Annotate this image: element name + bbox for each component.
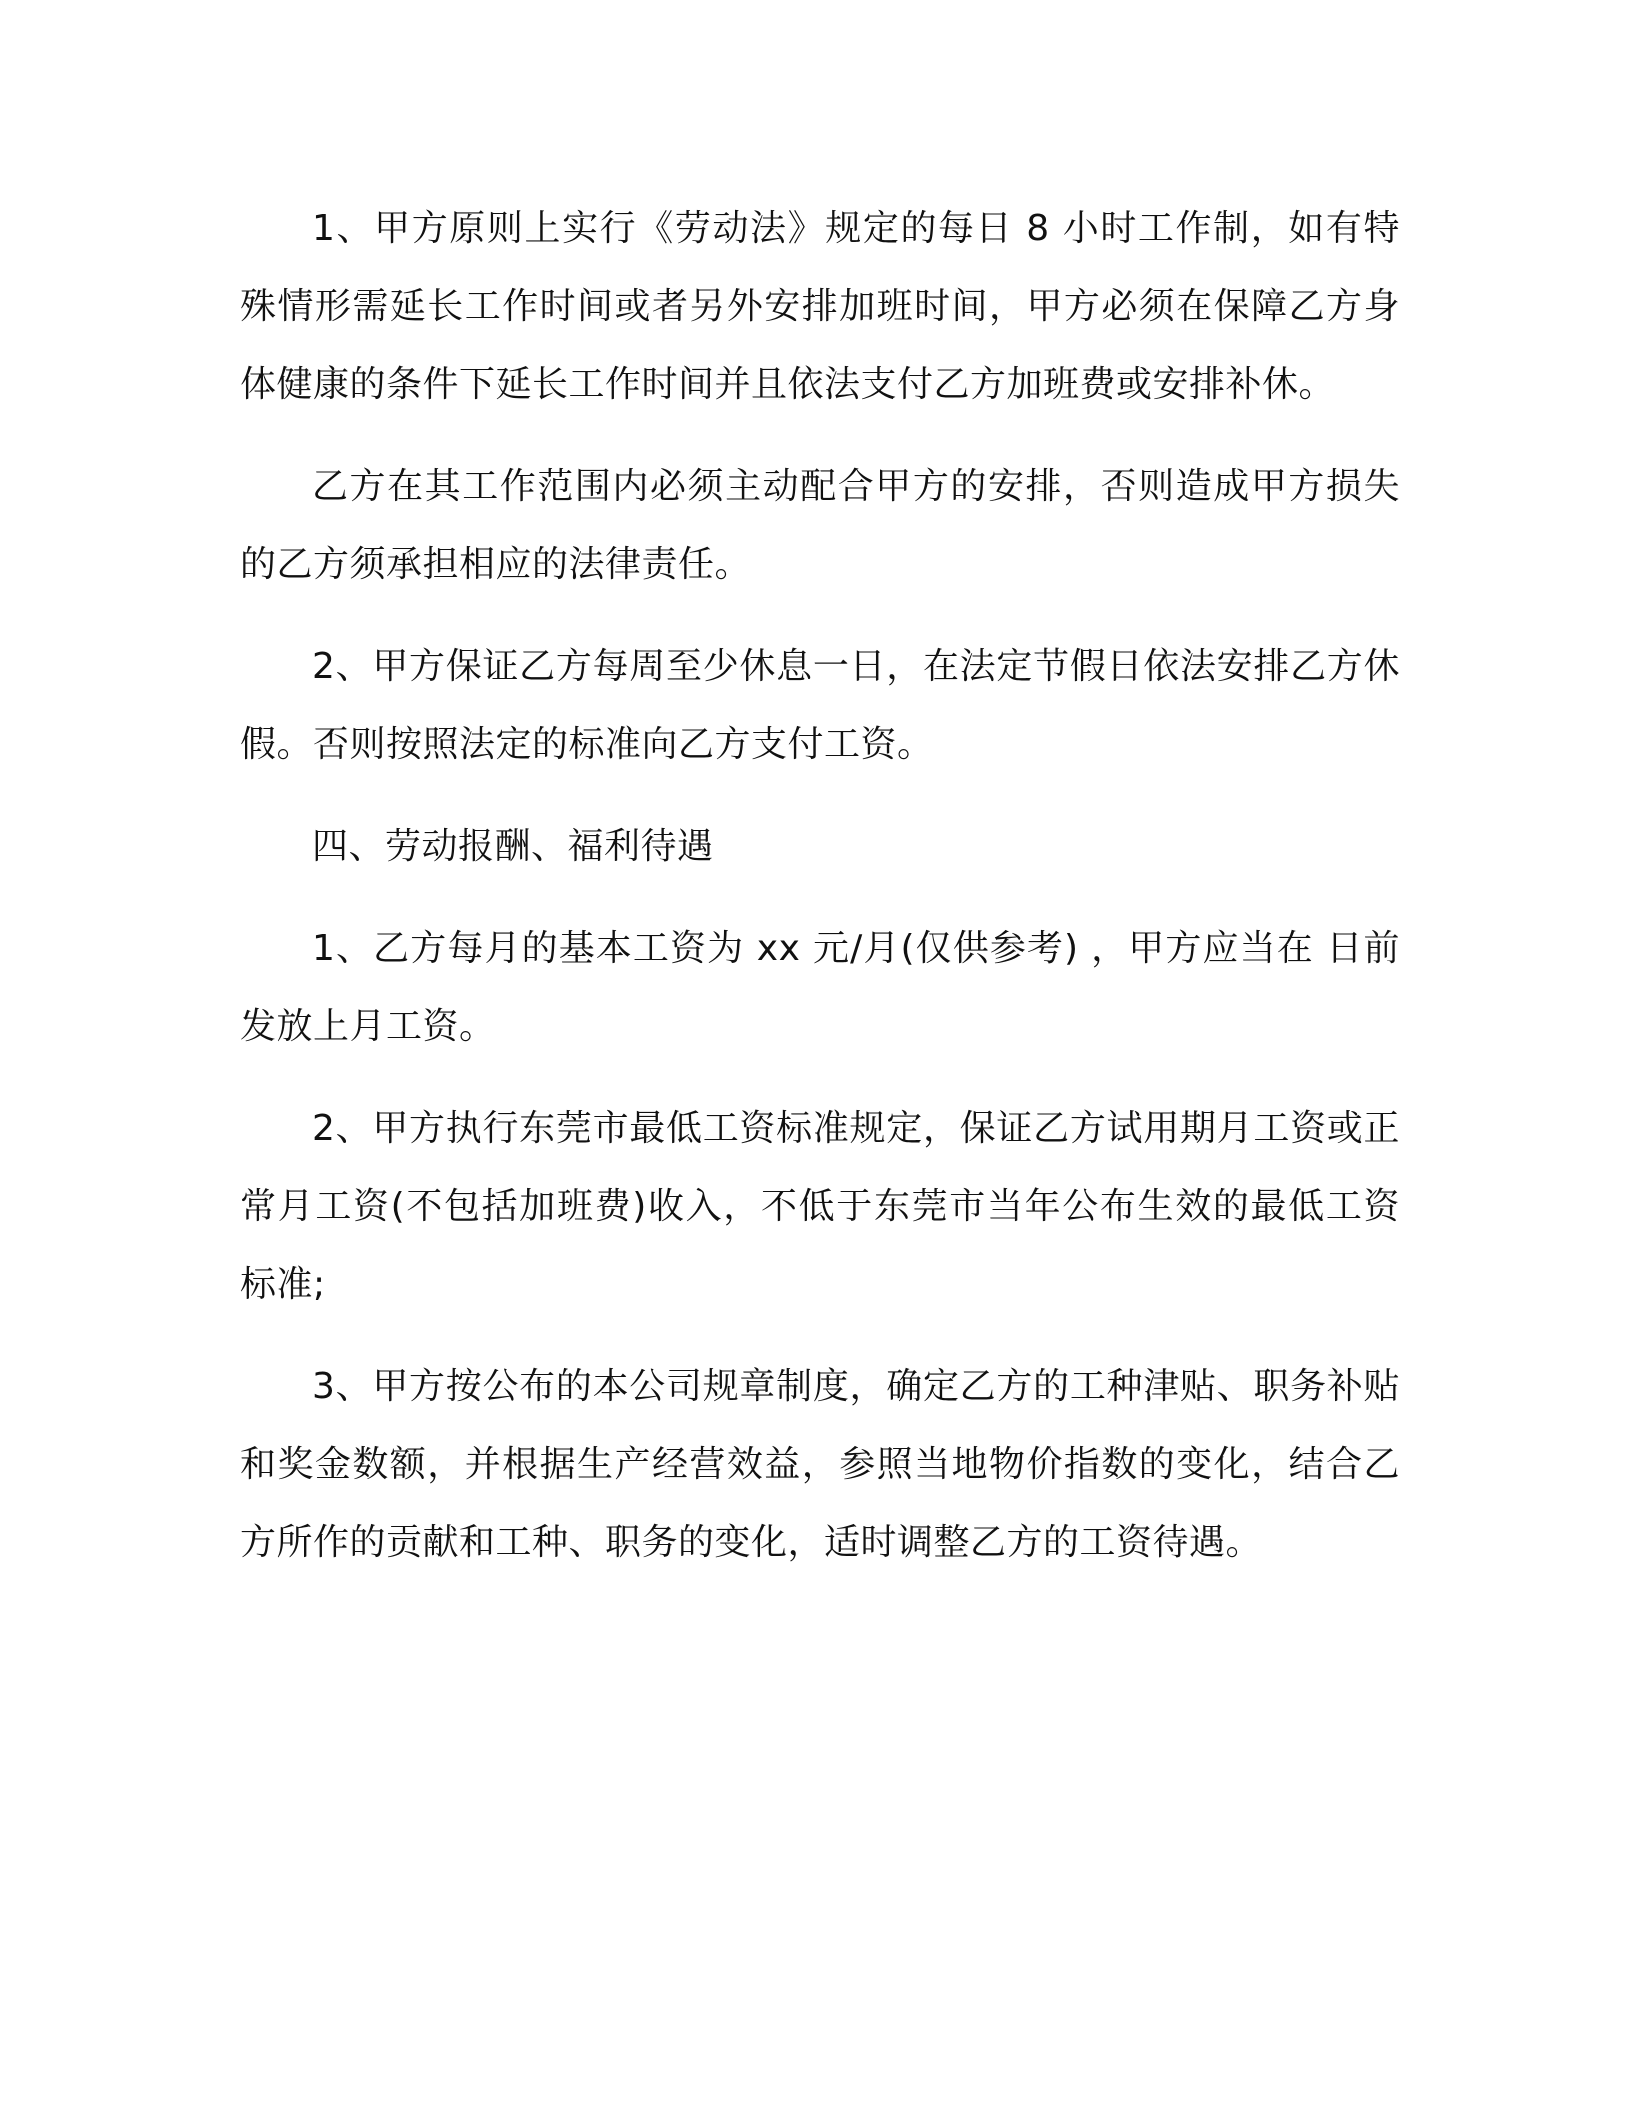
document-body: [240, 190, 1400, 1606]
paragraph-rest-days: 2、甲方保证乙方每周至少休息一日，在法定节假日依法安排乙方休假。否则按照法定的标准向乙方支付工资。: [240, 646, 1400, 765]
paragraph-cooperation: 乙方在其工作范围内必须主动配合甲方的安排，否则造成甲方损失的乙方须承担相应的法律责任。: [240, 466, 1400, 585]
section-heading-compensation: 四、劳动报酬、福利待遇: [312, 826, 714, 867]
paragraph-allowances: 3、甲方按公布的本公司规章制度，确定乙方的工种津贴、职务补贴和奖金数额，并根据生产经营效益，参照当地物价指数的变化，结合乙方所作的贡献和工种、职务的变化，适时调整乙方的工资待遇。: [240, 1366, 1400, 1563]
paragraph-overtime-rule: 1、甲方原则上实行《劳动法》规定的每日 8 小时工作制，如有特殊情形需延长工作时间或者另外安排加班时间，甲方必须在保障乙方身体健康的条件下延长工作时间并且依法支付乙方加班费或安排补休。: [240, 208, 1400, 405]
paragraph-base-salary: 1、乙方每月的基本工资为 xx 元/月(仅供参考) ，甲方应当在 日前发放上月工资。: [240, 928, 1400, 1047]
paragraph-minimum-wage: 2、甲方执行东莞市最低工资标准规定，保证乙方试用期月工资或正常月工资(不包括加班费)收入，不低于东莞市当年公布生效的最低工资标准;: [240, 1108, 1400, 1305]
